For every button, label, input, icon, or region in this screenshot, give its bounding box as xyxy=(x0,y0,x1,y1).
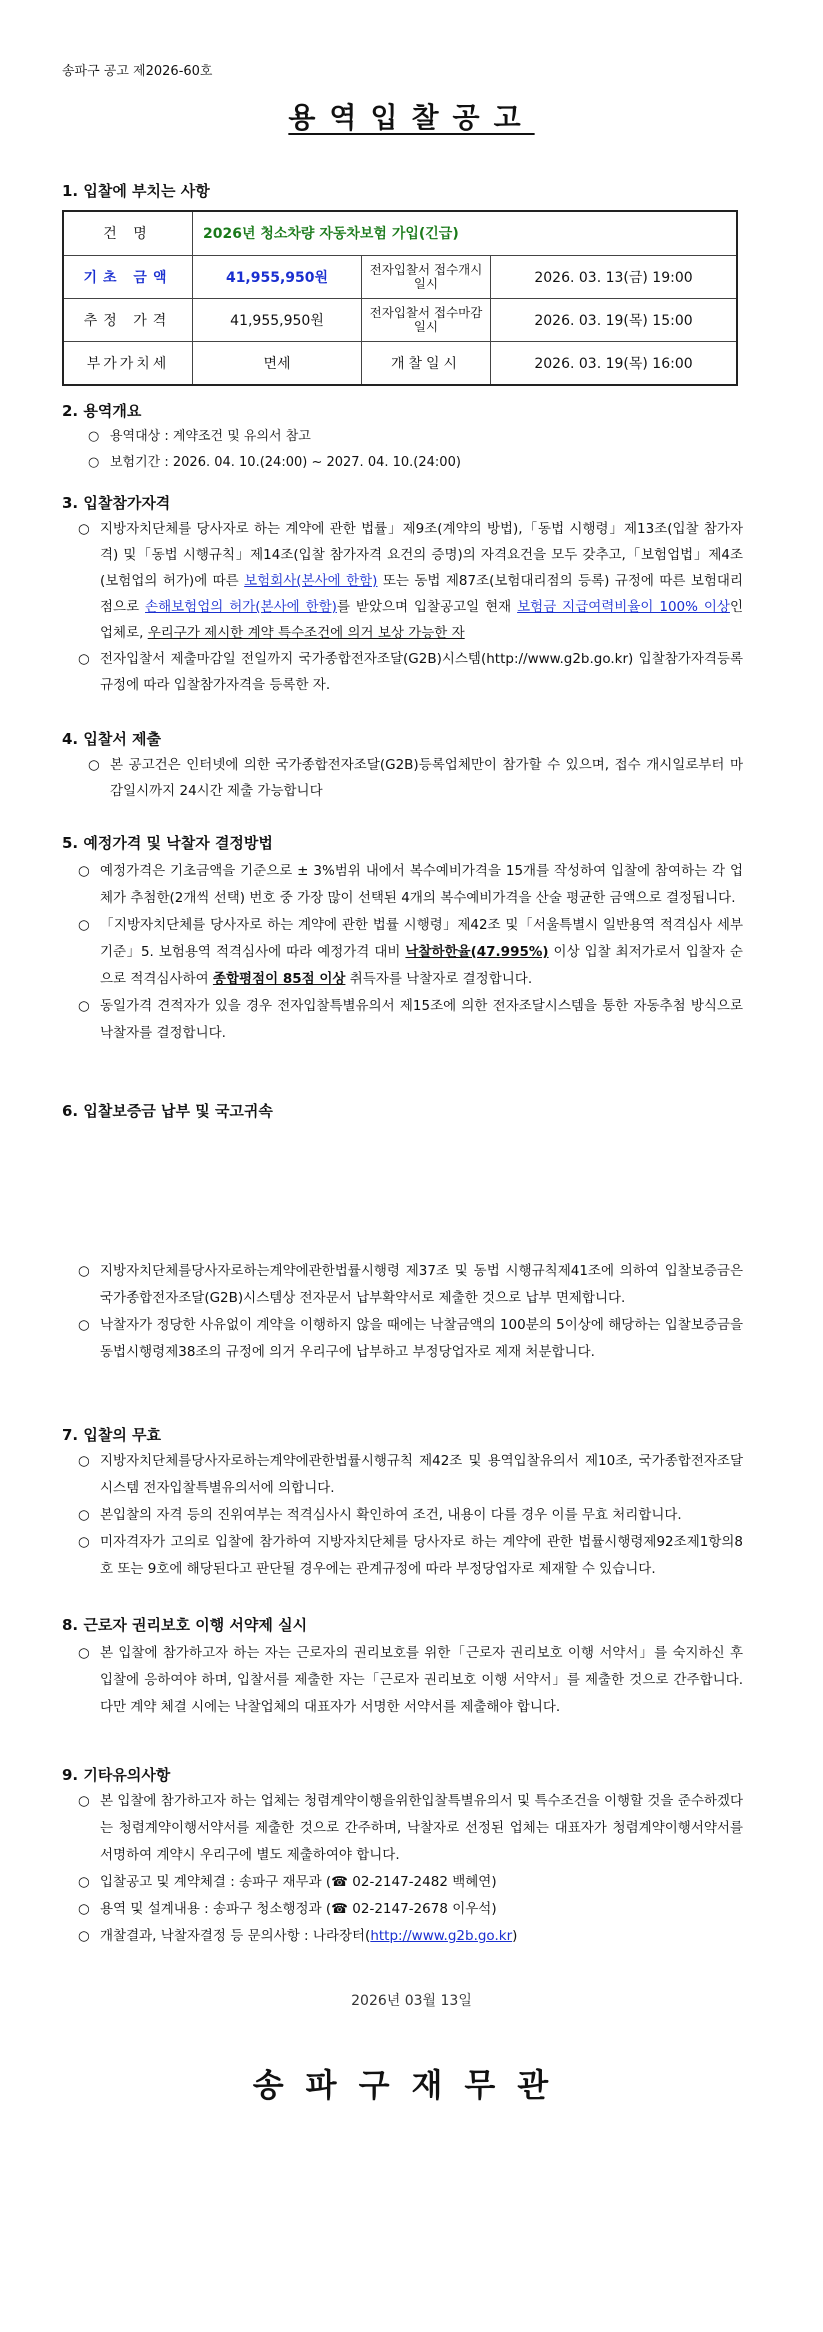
list-item: ○ 보험기간 : 2026. 04. 10.(24:00) ~ 2027. 04. 10.(24:00) xyxy=(88,450,753,476)
section-4-heading: 4. 입찰서 제출 xyxy=(62,730,162,748)
section-5-body xyxy=(78,858,743,1047)
list-item: ○ 본 입찰에 참가하고자 하는 자는 근로자의 권리보호를 위한「근로자 권리보호 이행 서약서」를 숙지하신 후 입찰에 응하여야 하며, 입찰서를 제출한 자는「근로자 권리보호 이행 서약서」를 제출한 것으로 간주합니다. 다만 계약 체결 시에는 낙찰업체의 대표자가 서명한 서약서를 제출해야 합니다. xyxy=(78,1640,743,1721)
list-item: ○ 개찰결과, 낙찰자결정 등 문의사항 : 나라장터(http://www.g2b.go.kr) xyxy=(78,1923,743,1950)
list-item: ○ 본 공고건은 인터넷에 의한 국가종합전자조달(G2B)등록업체만이 참가할 수 있으며, 접수 개시일로부터 마감일시까지 24시간 제출 가능합니다 xyxy=(88,752,743,804)
section-7-heading: 7. 입찰의 무효 xyxy=(62,1426,162,1444)
section-5-heading: 5. 예정가격 및 낙찰자 결정방법 xyxy=(62,834,273,852)
list-item: ○ 용역 및 설계내용 : 송파구 청소행정과 (☎ 02-2147-2678 이우석) xyxy=(78,1896,743,1923)
list-item: ○ 예정가격은 기초금액을 기준으로 ± 3%범위 내에서 복수예비가격을 15개를 작성하여 입찰에 참여하는 각 업체가 추첨한(2개씩 선택) 번호 중 가장 많이 선택된 4개의 복수예비가격을 산술 평균한 금액으로 결정됩니다. xyxy=(78,858,743,912)
notice-date: 2026년 03월 13일 xyxy=(351,1993,472,2009)
notice-number: 송파구 공고 제2026-60호 xyxy=(62,64,213,79)
opening-datetime-label: 개찰일시 xyxy=(362,341,491,385)
list-item: ○ 지방자치단체를당사자로하는계약에관한법률시행령 제37조 및 동법 시행규칙제41조에 의하여 입찰보증금은 국가종합전자조달(G2B)시스템상 전자문서 납부확약서로 제출한 것으로 납부 면제합니다. xyxy=(78,1258,743,1312)
bid-info-table xyxy=(62,210,738,386)
section-3-heading: 3. 입찰참가자격 xyxy=(62,494,171,512)
list-item: ○ 전자입찰서 제출마감일 전일까지 국가종합전자조달(G2B)시스템(http://www.g2b.go.kr) 입찰참가자격등록규정에 따라 입찰참가자격을 등록한 자. xyxy=(78,646,743,698)
g2b-link[interactable]: http://www.g2b.go.kr xyxy=(370,1928,513,1944)
section-6-heading: 6. 입찰보증금 납부 및 국고귀속 xyxy=(62,1102,273,1120)
list-item: ○ 입찰공고 및 계약체결 : 송파구 재무과 (☎ 02-2147-2482 백혜연) xyxy=(78,1869,743,1896)
base-amount-label: 기초 금액 xyxy=(63,255,193,298)
name-value: 2026년 청소차량 자동차보험 가입(긴급) xyxy=(193,211,738,255)
list-item: ○ 낙찰자가 정당한 사유없이 계약을 이행하지 않을 때에는 낙찰금액의 100분의 5이상에 해당하는 입찰보증금을 동법시행령제38조의 규정에 의거 우리구에 납부하고 부정당업자로 제재 처분합니다. xyxy=(78,1312,743,1366)
estimated-price-label: 추정 가격 xyxy=(63,298,193,341)
opening-datetime-value: 2026. 03. 19(목) 16:00 xyxy=(491,341,738,385)
section-8-body xyxy=(78,1640,743,1721)
list-item: ○ 용역대상 : 계약조건 및 유의서 참고 xyxy=(88,424,753,450)
section-1-heading: 1. 입찰에 부치는 사항 xyxy=(62,182,210,200)
section-3-body xyxy=(78,516,743,698)
section-9-body xyxy=(78,1788,743,1950)
base-amount-value: 41,955,950원 xyxy=(193,255,362,298)
section-2-heading: 2. 용역개요 xyxy=(62,402,142,420)
issuing-authority: 송파구재무관 xyxy=(252,2066,571,2104)
section-2-body xyxy=(88,424,753,476)
vat-value: 면세 xyxy=(193,341,362,385)
section-4-body xyxy=(88,752,743,804)
section-6-body xyxy=(78,1258,743,1366)
section-9-heading: 9. 기타유의사항 xyxy=(62,1766,171,1784)
section-7-body xyxy=(78,1448,743,1583)
estimated-price-value: 41,955,950원 xyxy=(193,298,362,341)
title-text: 용역입찰공고 xyxy=(288,101,535,134)
close-datetime-value: 2026. 03. 19(목) 15:00 xyxy=(491,298,738,341)
list-item: ○ 지방자치단체를당사자로하는계약에관한법률시행규칙 제42조 및 용역입찰유의서 제10조, 국가종합전자조달시스템 전자입찰특별유의서에 의합니다. xyxy=(78,1448,743,1502)
vat-label: 부가가치세 xyxy=(63,341,193,385)
list-item: ○ 미자격자가 고의로 입찰에 참가하여 지방자치단체를 당사자로 하는 계약에 관한 법률시행령제92조제1항의8호 또는 9호에 해당된다고 판단될 경우에는 관계규정에 따라 부정당업자로 제재할 수 있습니다. xyxy=(78,1529,743,1583)
list-item: ○ 「지방자치단체를 당사자로 하는 계약에 관한 법률 시행령」제42조 및「서울특별시 일반용역 적격심사 세부기준」5. 보험용역 적격심사에 따라 예정가격 대비 낙찰하한율(47.995%) 이상 입찰 최저가로서 입찰자 순으로 적격심사하여 종합평점이 85점 이상 취득자를 낙찰자로 결정합니다. xyxy=(78,912,743,993)
list-item: ○ 본 입찰에 참가하고자 하는 업체는 청렴계약이행을위한입찰특별유의서 및 특수조건을 이행할 것을 준수하겠다는 청렴계약이행서약서를 제출한 것으로 간주하며, 낙찰자로 선정된 업체는 대표자가 청렴계약이행서약서를 서명하여 계약시 우리구에 별도 제출하여야 합니다. xyxy=(78,1788,743,1869)
list-item: ○ 지방자치단체를 당사자로 하는 계약에 관한 법률」제9조(계약의 방법),「동법 시행령」제13조(입찰 참가자격) 및「동법 시행규칙」제14조(입찰 참가자격 요건의 증명)의 자격요건을 모두 갖추고,「보험업법」제4조(보험업의 허가)에 따른 보험회사(본사에 한함) 또는 동법 제87조(보험대리점의 등록) 규정에 따른 보험대리점으로 손해보험업의 허가(본사에 한함)를 받았으며 입찰공고일 현재 보험금 지급여력비율이 100% 이상인 업체로, 우리구가 제시한 계약 특수조건에 의거 보상 가능한 자 xyxy=(78,516,743,646)
list-item: ○ 본입찰의 자격 등의 진위여부는 적격심사시 확인하여 조건, 내용이 다를 경우 이를 무효 처리합니다. xyxy=(78,1502,743,1529)
list-item: ○ 동일가격 견적자가 있을 경우 전자입찰특별유의서 제15조에 의한 전자조달시스템을 통한 자동추첨 방식으로 낙찰자를 결정합니다. xyxy=(78,993,743,1047)
name-label: 건 명 xyxy=(63,211,193,255)
open-datetime-label: 전자입찰서 접수개시일시 xyxy=(362,255,491,298)
page-title xyxy=(0,96,823,136)
close-datetime-label: 전자입찰서 접수마감일시 xyxy=(362,298,491,341)
section-8-heading: 8. 근로자 권리보호 이행 서약제 실시 xyxy=(62,1616,308,1634)
open-datetime-value: 2026. 03. 13(금) 19:00 xyxy=(491,255,738,298)
